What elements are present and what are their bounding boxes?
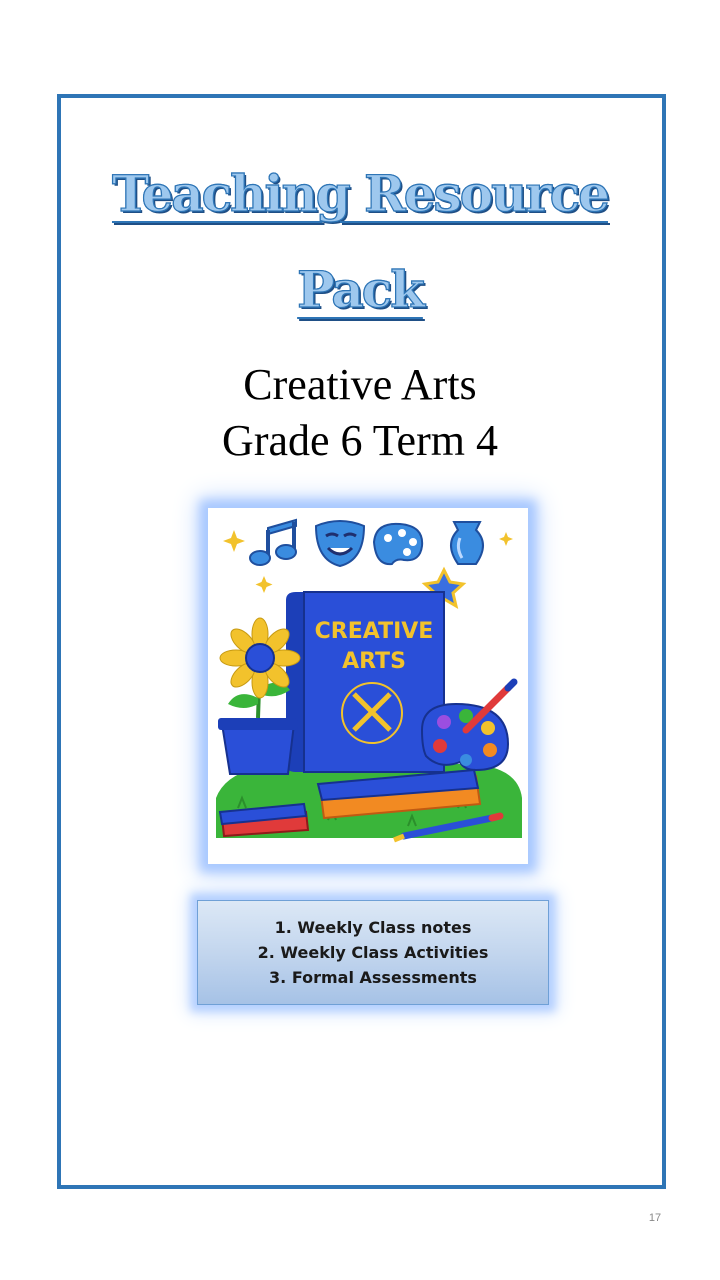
page-title bbox=[0, 146, 720, 338]
title-line-1: Teaching Resource bbox=[111, 164, 608, 223]
title-line-2: Pack bbox=[297, 260, 423, 319]
music-note-icon bbox=[250, 520, 296, 565]
grade-term: Grade 6 Term 4 bbox=[222, 416, 498, 465]
creative-arts-illustration bbox=[208, 508, 528, 864]
book-title-line-1: CREATIVE bbox=[314, 619, 434, 644]
flower-pot-icon bbox=[222, 724, 294, 774]
subject-heading bbox=[0, 357, 720, 469]
list-item: 3. Formal Assessments bbox=[269, 968, 477, 987]
sparkle-icon bbox=[499, 532, 513, 546]
list-item: 1. Weekly Class notes bbox=[274, 918, 472, 937]
sparkle-icon bbox=[256, 576, 273, 593]
page-number: 17 bbox=[648, 1212, 662, 1224]
book-title-line-2: ARTS bbox=[342, 649, 406, 674]
vase-icon bbox=[451, 522, 483, 564]
paint-palette-icon bbox=[374, 524, 422, 564]
theatre-mask-icon bbox=[316, 521, 364, 566]
subject-name: Creative Arts bbox=[243, 360, 477, 409]
contents-list bbox=[197, 900, 549, 1005]
sparkle-icon bbox=[223, 530, 245, 552]
list-item: 2. Weekly Class Activities bbox=[257, 943, 489, 962]
creative-arts-book bbox=[286, 592, 444, 772]
